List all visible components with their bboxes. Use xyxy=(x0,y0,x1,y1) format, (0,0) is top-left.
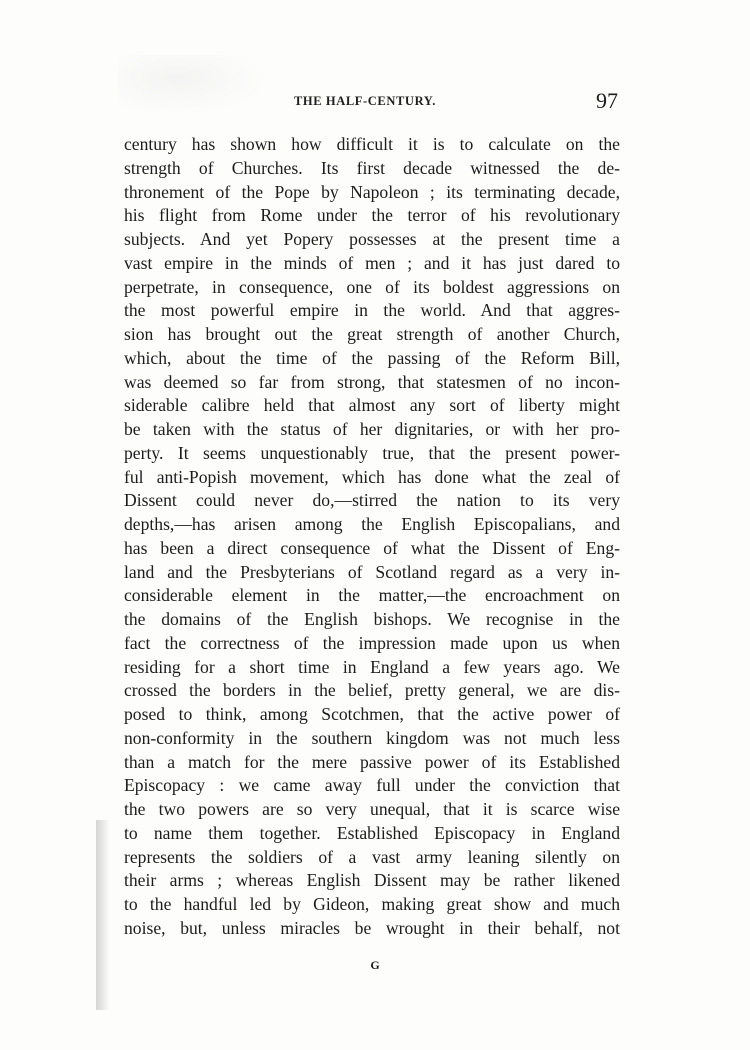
running-head xyxy=(122,88,622,114)
text-line: sion has brought out the great strength of another Church, xyxy=(124,324,620,344)
text-line: century has shown how difficult it is to calculate on the xyxy=(124,134,620,154)
text-line: land and the Presbyterians of Scotland regard as a very in- xyxy=(124,561,620,582)
text-line: be taken with the status of her dignitaries, or with her pro- xyxy=(124,419,620,439)
text-line: Episcopacy : we came away full under the conviction that xyxy=(124,775,620,796)
text-line: considerable element in the matter,—the encroachment on xyxy=(124,585,620,606)
text-line: posed to think, among Scotchmen, that the active power of xyxy=(124,704,620,724)
text-line: subjects. And yet Popery possesses at the present time a xyxy=(124,229,620,249)
text-line: to the handful led by Gideon, making great show and much xyxy=(124,894,620,914)
text-line: has been a direct consequence of what the Dissent of Eng- xyxy=(124,537,620,558)
text-line: to name them together. Established Episcopacy in England xyxy=(124,822,620,843)
text-line: thronement of the Pope by Napoleon ; its terminating decade, xyxy=(124,181,620,202)
text-line: noise, but, unless miracles be wrought in their behalf, not xyxy=(124,917,620,938)
text-line: depths,—has arisen among the English Episcopalians, and xyxy=(124,514,620,534)
body-text xyxy=(124,133,620,941)
signature-mark: G xyxy=(370,958,380,972)
running-title: THE HALF-CENTURY. xyxy=(294,94,436,108)
gutter-shadow xyxy=(96,820,110,1010)
text-line: which, about the time of the passing of the Reform Bill, xyxy=(124,347,620,368)
page-number: 97 xyxy=(596,88,618,113)
text-line: the two powers are so very unequal, that it is scarce wise xyxy=(124,799,620,819)
text-line: perty. It seems unquestionably true, that the present power- xyxy=(124,442,620,463)
text-line: fact the correctness of the impression made upon us when xyxy=(124,632,620,653)
text-line: their arms ; whereas English Dissent may be rather likened xyxy=(124,870,620,891)
text-line: the most powerful empire in the world. And that aggres- xyxy=(124,300,620,321)
text-line: crossed the borders in the belief, pretty general, we are dis- xyxy=(124,680,620,701)
text-line: siderable calibre held that almost any sort of liberty might xyxy=(124,395,620,416)
text-line: ful anti-Popish movement, which has done what the zeal of xyxy=(124,466,620,487)
text-line: represents the soldiers of a vast army leaning silently on xyxy=(124,846,620,867)
text-line: residing for a short time in England a few years ago. We xyxy=(124,656,620,677)
text-line: his flight from Rome under the terror of his revolutionary xyxy=(124,205,620,226)
text-line: Dissent could never do,—stirred the nation to its very xyxy=(124,490,620,511)
text-line: perpetrate, in consequence, one of its boldest aggressions on xyxy=(124,276,620,297)
text-line: was deemed so far from strong, that statesmen of no incon- xyxy=(124,371,620,392)
text-line: vast empire in the minds of men ; and it has just dared to xyxy=(124,252,620,273)
text-line: non-conformity in the southern kingdom was not much less xyxy=(124,727,620,748)
text-line: the domains of the English bishops. We recognise in the xyxy=(124,609,620,629)
text-line: than a match for the mere passive power of its Established xyxy=(124,751,620,772)
text-line: strength of Churches. Its first decade witnessed the de- xyxy=(124,157,620,178)
